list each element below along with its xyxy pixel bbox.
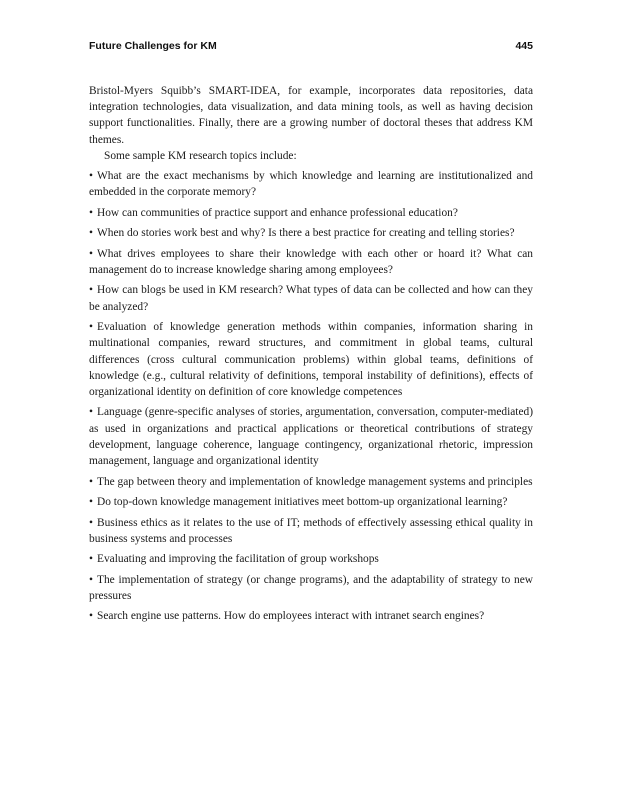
bullet-icon: • [89, 206, 93, 219]
list-item [89, 319, 533, 400]
bullet-icon: • [89, 284, 93, 297]
list-item [89, 168, 533, 200]
list-item [89, 494, 533, 510]
topic-text: Business ethics as it relates to the use of IT; methods of effectively assessing ethical quality in business systems and processes [89, 516, 533, 545]
topic-text: When do stories work best and why? Is there a best practice for creating and telling stories? [97, 227, 515, 240]
bullet-icon: • [89, 573, 93, 586]
body-text [89, 83, 533, 629]
running-title: Future Challenges for KM [89, 40, 217, 52]
list-item [89, 205, 533, 221]
bullet-icon: • [89, 170, 93, 183]
topics-lead-in: Some sample KM research topics include: [104, 149, 297, 162]
bullet-icon: • [89, 553, 93, 566]
bullet-icon: • [89, 516, 93, 529]
list-item [89, 474, 533, 490]
topic-text: What drives employees to share their knowledge with each other or hoard it? What can management do to increase knowledge sharing among employees? [89, 247, 533, 276]
page-number: 445 [515, 40, 533, 52]
bullet-icon: • [89, 475, 93, 488]
bullet-icon: • [89, 227, 93, 240]
list-item [89, 404, 533, 469]
topic-text: Language (genre-specific analyses of stories, argumentation, conversation, computer-mediated) as used in organizations and practical applications or theoretical contributions of strategy development, language coherence, language contingency, organizational rhetoric, impression management, language and organizational identity [89, 406, 533, 468]
bullet-icon: • [89, 406, 93, 419]
running-head [89, 40, 533, 52]
topic-text: Search engine use patterns. How do employees interact with intranet search engines? [97, 610, 485, 623]
list-item [89, 225, 533, 241]
list-item [89, 572, 533, 604]
topic-text: Do top-down knowledge management initiatives meet bottom-up organizational learning? [97, 496, 508, 509]
research-topics-list [89, 168, 533, 625]
bullet-icon: • [89, 321, 93, 334]
intro-paragraph: Bristol-Myers Squibb’s SMART-IDEA, for example, incorporates data repositories, data integration technologies, data visualization, and data mining tools, as well as having decision support functionalities. Finally, there are a growing number of doctoral theses that address KM themes. [89, 85, 533, 146]
bullet-icon: • [89, 247, 93, 260]
list-item [89, 246, 533, 278]
list-item [89, 608, 533, 624]
topic-text: Evaluation of knowledge generation methods within companies, information sharing in multinational companies, reward structures, and commitment in global teams, cultural differences (cross cultural communication problems) within global teams, definitions of knowledge (e.g., cultural relativity of definitions, temporal instability of definitions), effects of organizational identity on definition of core knowledge competences [89, 321, 533, 398]
topic-text: The implementation of strategy (or change programs), and the adaptability of strategy to new pressures [89, 573, 533, 602]
topic-text: How can communities of practice support and enhance professional education? [97, 206, 458, 219]
list-item [89, 515, 533, 547]
list-item [89, 282, 533, 314]
topic-text: What are the exact mechanisms by which knowledge and learning are institutionalized and embedded in the corporate memory? [89, 170, 533, 199]
bullet-icon: • [89, 610, 93, 623]
topic-text: The gap between theory and implementation of knowledge management systems and principles [97, 475, 533, 488]
bullet-icon: • [89, 496, 93, 509]
topic-text: Evaluating and improving the facilitation of group workshops [97, 553, 379, 566]
list-item [89, 551, 533, 567]
topic-text: How can blogs be used in KM research? What types of data can be collected and how can they be analyzed? [89, 284, 533, 313]
